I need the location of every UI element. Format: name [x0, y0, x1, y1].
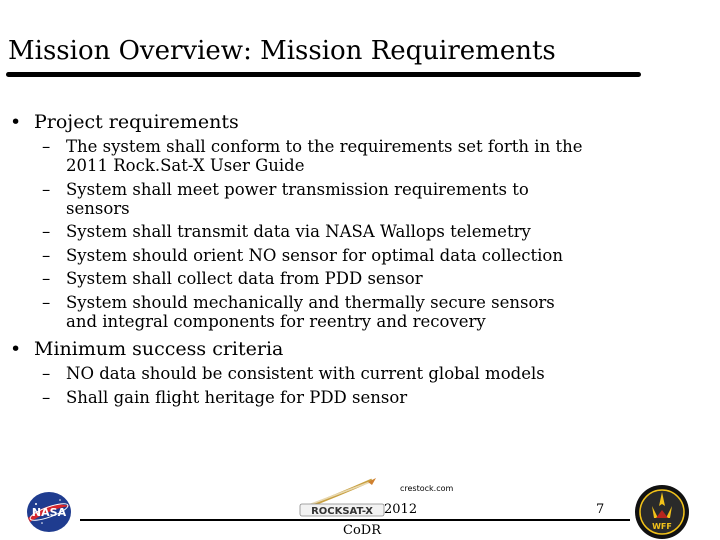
list-item-text: System shall collect data from PDD sensor — [66, 269, 423, 289]
list-item — [42, 293, 682, 331]
title-underline — [6, 72, 641, 77]
footer-year: 2012 — [384, 502, 418, 517]
list-item-text: System shall meet power transmission requirements to — [66, 179, 529, 199]
section-heading — [10, 338, 283, 360]
list-item — [42, 269, 682, 288]
list-item-text: NO data should be consistent with current global models — [66, 364, 545, 383]
page-number: 7 — [596, 502, 605, 517]
watermark-text: crestock.com — [400, 484, 454, 493]
list-item-text: System should mechanically and thermally secure sensors — [66, 293, 555, 312]
dash-mark: – — [42, 364, 51, 383]
list-item — [42, 246, 682, 265]
dash-mark: – — [42, 293, 51, 312]
list-item-text: System should orient NO sensor for optimal data collection — [66, 245, 563, 265]
list-item — [42, 364, 682, 383]
dash-mark: – — [42, 245, 51, 265]
list-item — [42, 222, 682, 241]
list-item — [42, 180, 682, 218]
section-heading-text: Project requirements — [34, 111, 239, 133]
footer-event: CoDR — [343, 523, 381, 538]
list-item — [42, 388, 682, 407]
nasa-logo — [24, 490, 74, 534]
list-item-text: 2011 Rock.Sat-X User Guide — [66, 156, 305, 175]
slide-title: Mission Overview: Mission Requirements — [8, 36, 556, 66]
list-item-text: sensors — [66, 198, 130, 218]
wff-logo-text: WFF — [652, 522, 672, 531]
bullet-mark: • — [10, 111, 22, 133]
list-item-text: The system shall conform to the requirements set forth in the — [66, 137, 583, 156]
nasa-logo-text: NASA — [31, 506, 67, 519]
list-item-text: Shall gain flight heritage for PDD sensor — [66, 387, 408, 407]
bullet-mark: • — [10, 338, 22, 360]
rocksat-x-logo-text: ROCKSAT-X — [311, 506, 373, 517]
dash-mark: – — [42, 269, 51, 289]
dash-mark: – — [42, 222, 51, 242]
list-item-text: System shall transmit data via NASA Wallops telemetry — [66, 222, 531, 242]
dash-mark: – — [42, 137, 51, 156]
wff-logo — [634, 484, 690, 540]
list-item-text: and integral components for reentry and recovery — [66, 312, 486, 331]
section-heading — [10, 111, 239, 133]
dash-mark: – — [42, 179, 51, 199]
list-item — [42, 137, 682, 175]
dash-mark: – — [42, 387, 51, 407]
section-heading-text: Minimum success criteria — [34, 338, 284, 360]
footer-rule — [80, 519, 630, 521]
